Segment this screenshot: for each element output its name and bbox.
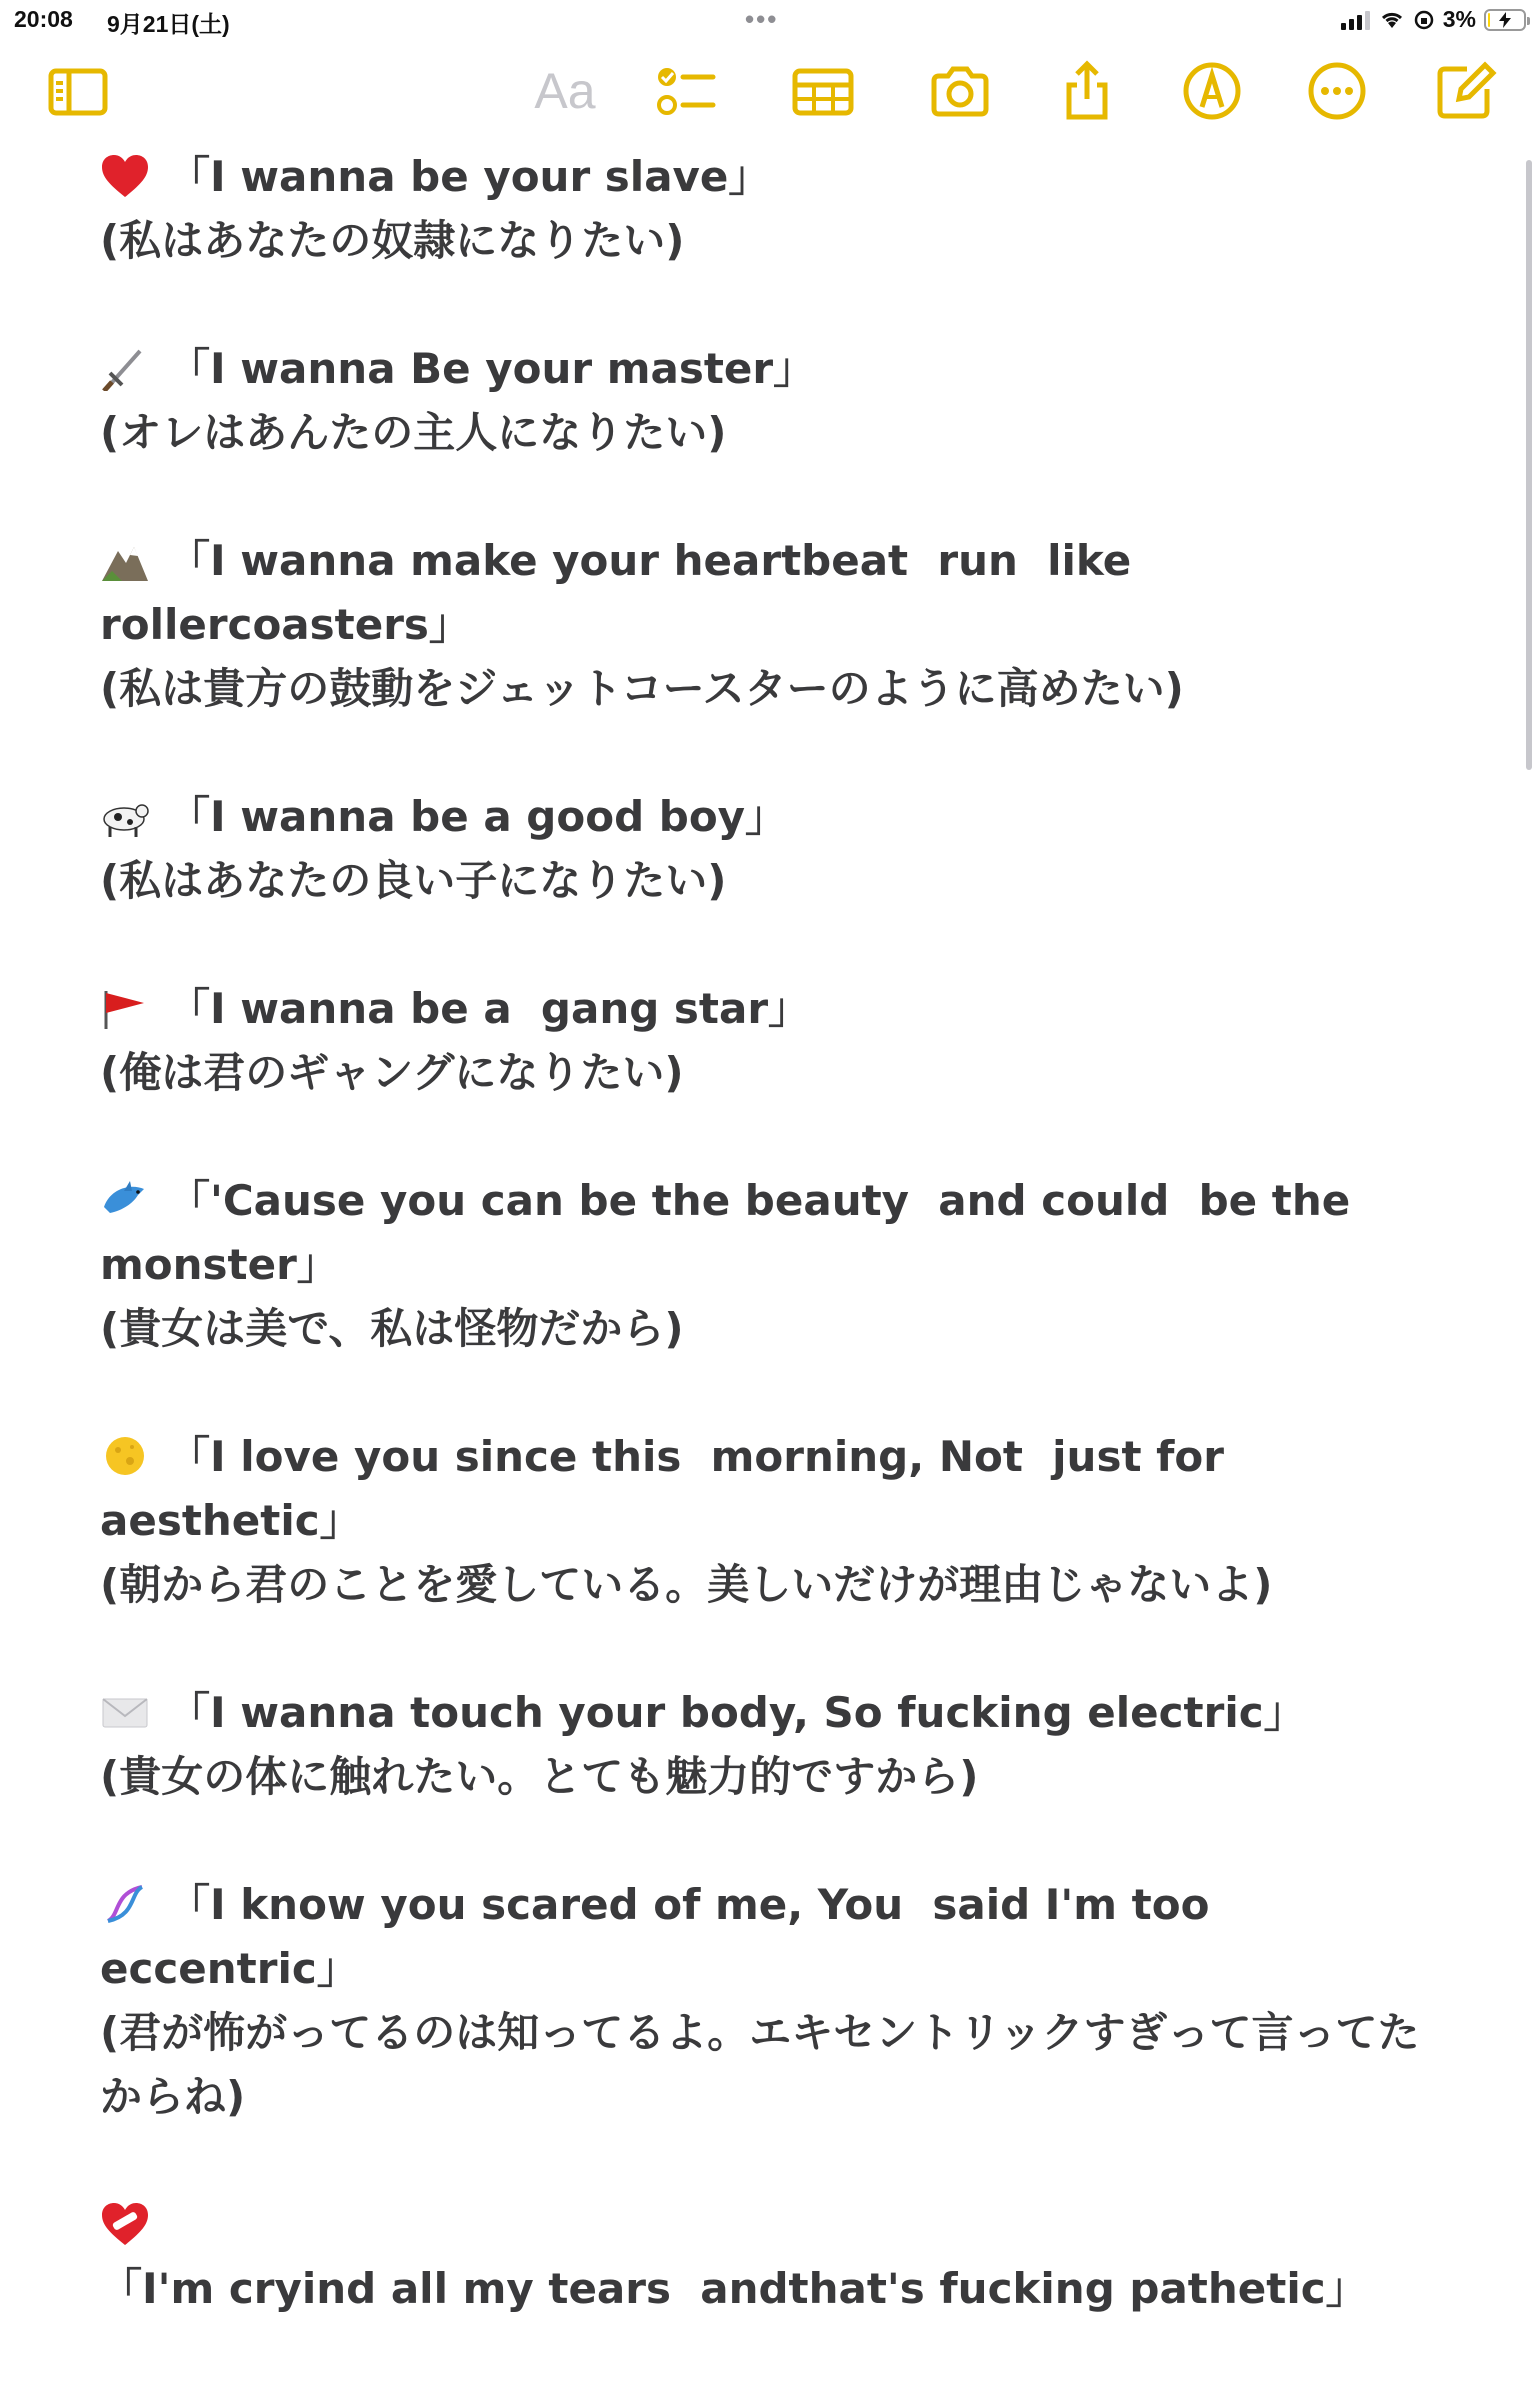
- more-options-button[interactable]: [1302, 56, 1372, 126]
- english-lyric-text: 「I wanna Be your master」: [168, 344, 816, 393]
- english-lyric-text: 「I wanna make your heartbeat run like rollercoasters」: [100, 536, 1146, 649]
- note-paragraph: [100, 1873, 1420, 2129]
- note-paragraph: [100, 785, 1420, 913]
- status-bar: [0, 0, 1536, 40]
- battery-percent: 3%: [1442, 6, 1476, 32]
- english-lyric-text: 「I wanna be a gang star」: [168, 984, 811, 1033]
- camera-button[interactable]: [925, 56, 995, 126]
- markup-button[interactable]: [1177, 56, 1247, 126]
- table-button[interactable]: [788, 56, 858, 126]
- heart-icon: [100, 153, 150, 199]
- share-icon: [1055, 59, 1119, 123]
- status-date: 9月21日(土): [107, 11, 230, 37]
- english-lyric-line: [100, 977, 1420, 1041]
- orientation-lock-icon: [1413, 9, 1435, 31]
- signal-icon: [1341, 10, 1371, 30]
- dolphin-icon: [100, 1177, 150, 1223]
- english-lyric-line: [100, 337, 1420, 401]
- english-lyric-line: [100, 2193, 1420, 2321]
- english-lyric-text: 「I wanna touch your body, So fucking electric」: [168, 1688, 1306, 1737]
- japanese-translation-line: (俺は君のギャングになりたい): [100, 1048, 684, 1097]
- note-paragraph: [100, 529, 1420, 721]
- english-lyric-text: 「I'm cryind all my tears andthat's fucking pathetic」: [100, 2264, 1368, 2313]
- english-lyric-text: 「I wanna be a good boy」: [168, 792, 788, 841]
- english-lyric-text: 「I know you scared of me, You said I'm too eccentric」: [100, 1880, 1225, 1993]
- japanese-translation-line: (オレはあんたの主人になりたい): [100, 408, 727, 457]
- english-lyric-text: 「I wanna be your slave」: [168, 152, 771, 201]
- english-lyric-text: 「'Cause you can be the beauty and could be the monster」: [100, 1176, 1365, 1289]
- camera-icon: [928, 59, 992, 123]
- japanese-translation-line: (貴女の体に触れたい。とても魅力的ですから): [100, 1752, 979, 1801]
- japanese-translation-line: (私はあなたの奴隷になりたい): [100, 216, 685, 265]
- checklist-button[interactable]: [650, 56, 720, 126]
- mountain-icon: [100, 537, 150, 583]
- japanese-translation-line: (私はあなたの良い子になりたい): [100, 856, 727, 905]
- ellipsis-circle-icon: [1305, 59, 1369, 123]
- moon-icon: [100, 1433, 150, 1479]
- english-lyric-text: 「I love you since this morning, Not just for aesthetic」: [100, 1432, 1239, 1545]
- japanese-translation-line: (朝から君のことを愛している。美しいだけが理由じゃないよ): [100, 1560, 1273, 1609]
- dagger-icon: [100, 345, 150, 391]
- mending-heart-icon: [100, 2201, 150, 2247]
- format-button[interactable]: [515, 56, 615, 126]
- note-paragraph: [100, 977, 1420, 1105]
- note-paragraph: [100, 337, 1420, 465]
- share-button[interactable]: [1052, 56, 1122, 126]
- english-lyric-line: [100, 1169, 1420, 1297]
- sidebar-icon: [46, 59, 110, 123]
- checklist-icon: [653, 59, 717, 123]
- battery-icon: [1484, 9, 1526, 31]
- note-paragraph: [100, 1681, 1420, 1809]
- english-lyric-line: [100, 529, 1420, 657]
- english-lyric-line: [100, 1425, 1420, 1553]
- japanese-translation-line: (私は貴方の鼓動をジェットコースターのように高めたい): [100, 664, 1184, 713]
- note-paragraph: [100, 145, 1420, 273]
- envelope-icon: [100, 1689, 150, 1735]
- status-indicators: [1341, 6, 1526, 33]
- english-lyric-line: [100, 1873, 1420, 2001]
- english-lyric-line: [100, 1681, 1420, 1745]
- dna-icon: [100, 1881, 150, 1927]
- sidebar-toggle-button[interactable]: [43, 56, 113, 126]
- compose-icon: [1433, 59, 1497, 123]
- table-icon: [791, 59, 855, 123]
- note-paragraph: [100, 1169, 1420, 1361]
- japanese-translation-line: (君が怖がってるのは知ってるよ。エキセントリックすぎって言ってたからね): [100, 2008, 1420, 2121]
- flag-icon: [100, 985, 150, 1031]
- note-paragraph: [100, 2193, 1420, 2321]
- format-label: Aa: [534, 63, 596, 119]
- notes-toolbar: [0, 52, 1536, 122]
- english-lyric-line: [100, 145, 1420, 209]
- cow-icon: [100, 793, 150, 839]
- note-body[interactable]: [100, 145, 1420, 2385]
- scrollbar[interactable]: [1526, 160, 1532, 770]
- note-paragraph: [100, 1425, 1420, 1617]
- japanese-translation-line: (貴女は美で、私は怪物だから): [100, 1304, 684, 1353]
- english-lyric-line: [100, 785, 1420, 849]
- wifi-icon: [1379, 10, 1405, 30]
- markup-pen-icon: [1180, 59, 1244, 123]
- status-time: 20:08: [14, 6, 73, 32]
- compose-button[interactable]: [1430, 56, 1500, 126]
- multitasking-dots-icon[interactable]: •••: [745, 4, 779, 34]
